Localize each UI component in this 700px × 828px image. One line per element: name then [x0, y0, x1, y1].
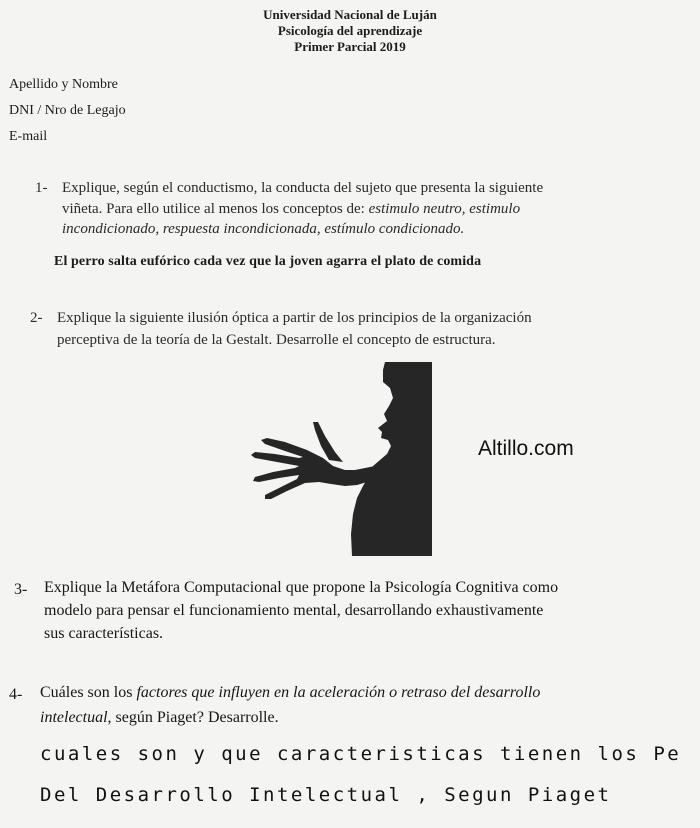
question-4-line-1-plain: Cuáles son los	[40, 684, 137, 701]
question-4-line-1	[40, 681, 540, 704]
id-label: DNI / Nro de Legajo	[9, 103, 126, 118]
name-label: Apellido y Nombre	[9, 77, 118, 92]
question-4-line-2-plain: , según Piaget? Desarrolle.	[107, 709, 279, 726]
email-label: E-mail	[9, 129, 48, 144]
university-title: Universidad Nacional de Luján	[263, 7, 437, 22]
question-2-number: 2-	[30, 310, 43, 326]
handwritten-line-1: cuales son y que caracteristicas tienen los Pe	[40, 743, 682, 765]
question-1-line-2-plain: viñeta. Para ello utilice al menos los conceptos de:	[62, 201, 369, 217]
question-3-line-3: sus características.	[44, 625, 164, 642]
question-1-vignette: El perro salta eufórico cada vez que la joven agarra el plato de comida	[54, 254, 482, 269]
question-3-line-2: modelo para pensar el funcionamiento mental, desarrollando exhaustivamente	[44, 602, 544, 619]
exam-title: Primer Parcial 2019	[294, 39, 406, 54]
question-1-line-2	[62, 199, 520, 220]
question-4-number: 4-	[9, 686, 23, 703]
altillo-watermark: Altillo.com	[478, 437, 574, 460]
question-3-line-1: Explique la Metáfora Computacional que propone la Psicología Cognitiva como	[44, 579, 559, 596]
optical-illusion-hand-face-image	[245, 358, 445, 558]
question-1-line-3: incondicionado, respuesta incondicionada, estímulo condicionado.	[62, 221, 465, 237]
question-1-number: 1-	[35, 180, 48, 196]
question-4-line-2-italic: intelectual	[40, 709, 108, 726]
question-2-line-2: perceptiva de la teoría de la Gestalt. Desarrolle el concepto de estructura.	[57, 332, 496, 348]
question-2-line-1: Explique la siguiente ilusión óptica a partir de los principios de la organización	[57, 310, 532, 326]
question-4-line-2	[40, 706, 279, 729]
question-4-line-1-italic: factores que influyen en la aceleración o retraso del desarrollo	[136, 684, 541, 701]
question-1-line-1: Explique, según el conductismo, la conducta del sujeto que presenta la siguiente	[62, 180, 544, 196]
handwritten-line-2: Del Desarrollo Intelectual , Segun Piaget	[40, 784, 612, 806]
question-1-line-2-italic: estimulo neutro, estimulo	[368, 201, 521, 217]
question-3-number: 3-	[14, 581, 28, 598]
subject-title: Psicología del aprendizaje	[277, 23, 423, 38]
